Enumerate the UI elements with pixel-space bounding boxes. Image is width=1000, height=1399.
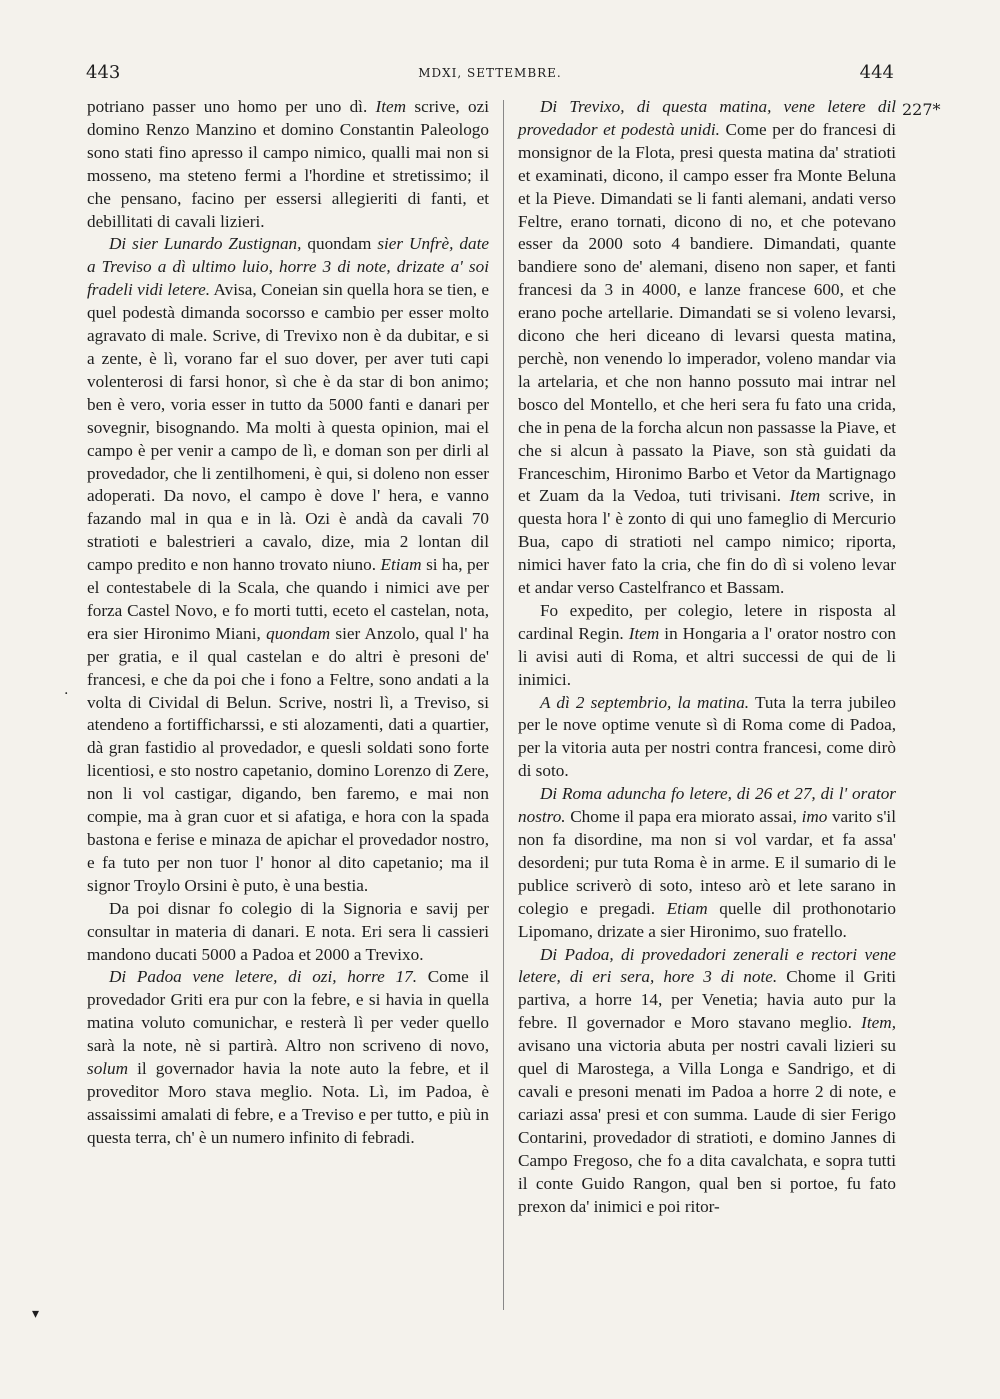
paragraph (87, 966, 489, 1149)
text-run: quelle dil prothonotario Lipomano, drizate a sier Hironimo, suo fratello. (518, 898, 896, 941)
paragraph (87, 898, 489, 967)
column-divider (503, 100, 504, 1310)
text-run: in Hongaria a l' orator nostro con li avisi auti di Roma, et altri successi de qui de li inimici. (518, 623, 896, 689)
text-run: il governador havia la note auto la febre, et il proveditor Moro stava meglio. Nota. Lì, im Padoa, è assaissimi amalati di febre, e a Treviso e per tutto, e più in questa terra, ch' è un numero infinito di febradi. (87, 1059, 489, 1147)
left-column (87, 96, 489, 1150)
page-header (86, 62, 894, 86)
text-run: Come per do francesi di monsignor de la Flota, presi questa matina da' stratioti et examinati, dicono, il campo esser fra Monte Beluna et la Pieve. Dimandati se li fanti alemani, andati verso Feltre, erano tornati, dicono di no, et che potevano esser da 2000 soto 4 bandiere. Dimandati, quante bandiere sono de' alemani, diseno non saper, et fanti francesi da 3 in 4000, e lanze francese 600, et che erano poche artellarie. Dimandati se si voleno levarsi, dicono che heri diceano di levarsi questa matina, perchè, non venendo lo imperador, voleno mandar via la artelaria, et che non hanno possuto mai intrar nel bosco del Montello, et che heri sera fu fato una crida, che in pena de la forcha alcun non passasse la Piave, et che si alcun à passato la Piave, son stà guidati da Franceschim, Hironimo Barbo et Vetor da Martignago et Zuam da la Vedoa, tuti trivisani. (518, 119, 897, 506)
page-number-right: 444 (859, 62, 894, 83)
paragraph (87, 96, 489, 233)
paragraph (518, 692, 896, 784)
italic-text: Item (789, 486, 821, 506)
text-run: Avisa, Coneian sin quella hora se tien, e quel podestà dimanda socorsso e cambio per esser molto agravato di male. Scrive, di Trevixo non è da dubitar, e si a zente, è lì, vorano far el suo dover, per aver tuti capi volenterosi di farsi honor, sì che è da star di bon animo; ben è vero, voria esser in tutto da 5000 fanti e danari per sovegnir, bisognando. Ma molti à questa opinion, mai el campo è per venir a campo de lì, e doman son per dirli al provedador, che li zentilhomeni, è qui, si doleno non esser adoperati. Da novo, el campo è dove l' hera, e vanno fazando mal in qua e in là. Ozi è andà da cavali 70 stratioti e balestrieri a cavalo, dize, mia 2 lontan dil campo predito e non hanno trovato niuno. (87, 280, 490, 575)
italic-text: quondam (266, 623, 331, 643)
text-run: Fo expedito, per colegio, letere in risposta al cardinal Regin. (518, 600, 896, 643)
text-run: Chome il papa era miorato assai, (565, 807, 802, 827)
italic-text: Item (375, 97, 407, 116)
text-run: Tuta la terra jubileo per le nove optime venute sì di Roma come di Padoa, per la vitoria auta per nostri contra francesi, come dirò di soto. (518, 692, 896, 781)
margin-dot: ▾ (32, 1306, 40, 1322)
italic-text: A dì 2 septembrio, la matina. (540, 692, 750, 712)
text-run: potriano passer uno homo per uno dì. (87, 97, 376, 116)
italic-text: Di Padoa vene letere, di ozi, horre 17. (109, 967, 417, 987)
text-run: scrive, in questa hora l' è zonto di qui uno fameglio di Mercurio Bua, capo di stratioti nel campo nimico; riporta, nimici haver fato la cria, che fin do dì si voleno levar et andar verso Castelfranco et Bassam. (518, 486, 896, 598)
right-column (518, 96, 896, 1218)
text-run: scrive, ozi domino Renzo Manzino et domino Constantin Paleologo sono stati fino apresso il campo nimico, qualli mai non si mosseno, ma steteno fermi a l'hordine et stretissimo; il che pensano, facino per essersi allegieriti di fanti, et debillitati di cavali lizieri. (87, 97, 489, 231)
text-run: quondam (301, 234, 378, 254)
page-number-left: 443 (86, 62, 121, 83)
italic-text: Di sier Lunardo Zustignan, (109, 234, 302, 254)
italic-text: solum (87, 1059, 129, 1079)
italic-text: Di Roma aduncha fo letere, di 26 et 27, di l' orator nostro. (518, 784, 896, 827)
text-run: avisano una victoria abuta per nostri cavali lizieri su quel di Marostega, a Villa Longa e Sandrigo, et di cavali e presoni menati im Padoa a horre 2 di note, e cariazi assa' presi et con summa. Laude di sier Ferigo Contarini, provedador di stratioti, e domino Jannes di Campo Fregoso, che fo a dita cavalchata, e sopra tutti il conte Guido Rangon, qual ben si portoe, fu fato prexon da' inimici e poi ritor- (518, 1036, 896, 1216)
italic-text: Etiam (666, 898, 708, 918)
margin-dot: . (64, 682, 69, 698)
text-run: si ha, per el contestabele di la Scala, che quando i nimici ave per forza Castel Novo, e fo morti tutti, eceto el castelan, nota, era sier Hironimo Miani, (87, 555, 489, 643)
running-head: MDXI, SETTEMBRE. (418, 66, 562, 80)
italic-text: sier Unfrè, date a Treviso a dì ultimo luio, horre 3 di note, drizate a' soi fradeli vidi letere. (87, 234, 489, 300)
text-run: Da poi disnar fo colegio di la Signoria e savij per consultar in materia di danari. E nota. Eri sera li cassieri mandono ducati 5000 a Padoa et 2000 a Trevixo. (87, 898, 489, 964)
text-run: sier Anzolo, qual l' ha per gratia, e il qual castelan e do altri è presoni de' francesi, e che da poi che i fono a Feltre, sono andati a la volta di Cividal di Belun. Scrive, nostri lì, a Treviso, si atendeno a fortifficharssi, e sti alozamenti, dati a quartier, dà gran fastidio al provedador, e quesli soldati sono forte licentiosi, e sto nostro capetanio, domino Lorenzo di Zere, non li vol castigar, digando, ben faremo, e mai non compie, ma à gran cuor et si afatiga, e hora con la spada bastona e ferise e minaza de apichar el provedador nostro, e fa tuto per non tuor l' honor al dito capetanio; ma il signor Troylo Orsini è puto, è una bestia. (87, 623, 489, 895)
paragraph (87, 233, 489, 897)
paragraph (518, 96, 896, 600)
italic-text: Di Padoa, di provedadori zenerali e rectori vene letere, di eri sera, hore 3 di note. (518, 944, 896, 987)
italic-text: Item (628, 623, 660, 643)
text-run: Come il provedador Griti era pur con la febre, e si havia in quella matina voluto comunichar, e resterà lì per veder quello sarà la note, nè si partirà. Altro non scriveno di novo, (87, 967, 490, 1056)
paragraph (518, 783, 896, 943)
italic-text: imo (801, 807, 828, 827)
paragraph (518, 600, 896, 692)
italic-text: Item, (861, 1013, 896, 1033)
margin-note: 227* (902, 100, 941, 119)
italic-text: Di Trevixo, di questa matina, vene letere dil provedador et podestà unidi. (518, 97, 896, 139)
text-run: Chome il Griti partiva, a horre 14, per Venetia; havia auto pur la febre. Il governador e Moro stavano meglio. (518, 967, 896, 1033)
text-run: varito s'il non fa disordine, ma non si vol vardar, et fa assa' desordeni; pur tuta Roma è in arme. E il sumario di le publice scriverò di soto, inteso arò et lete sarano in colegio e pregadi. (518, 807, 896, 918)
italic-text: Etiam (380, 555, 422, 575)
paragraph (518, 944, 896, 1219)
